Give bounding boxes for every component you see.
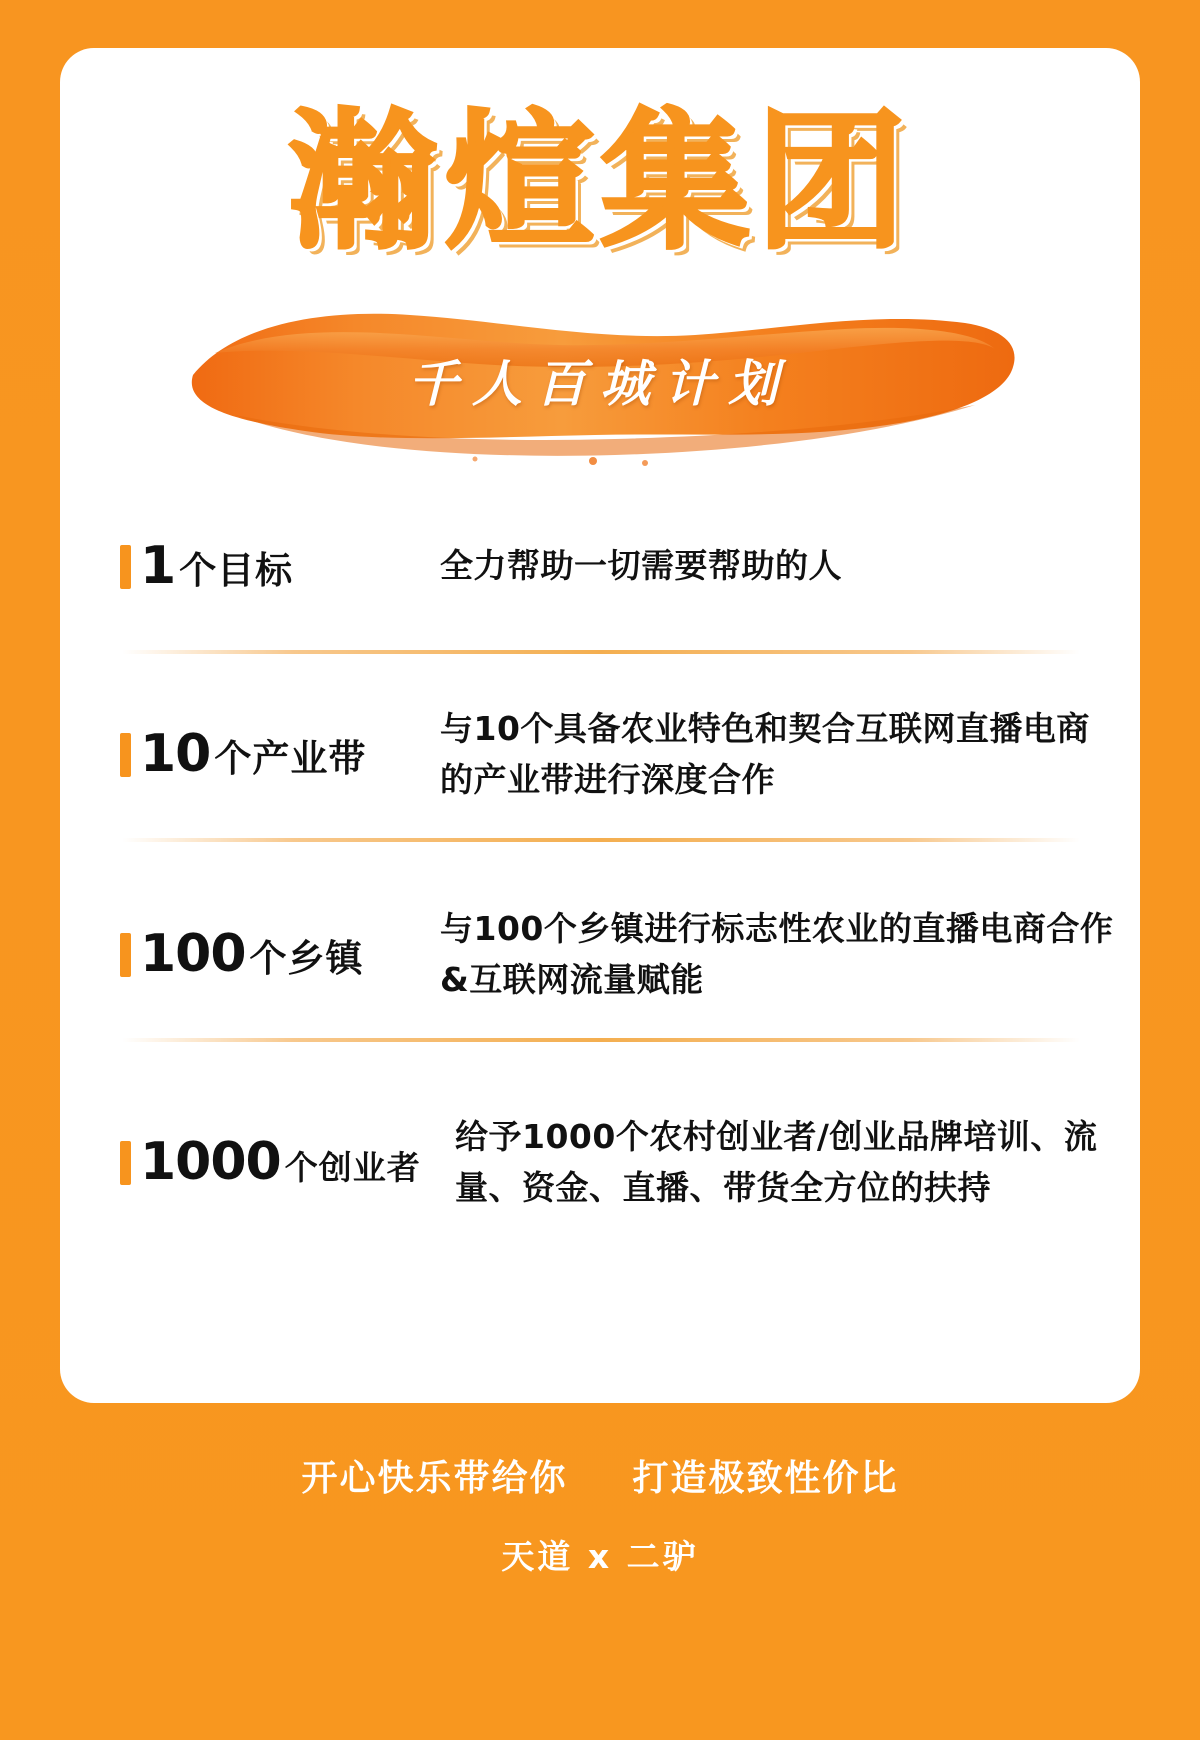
brand-title-area (60, 96, 1140, 270)
plan-row-label (120, 536, 440, 596)
content-card (60, 48, 1140, 1403)
footer-slogan-right: 打造极致性价比 (632, 1458, 899, 1499)
plan-row (60, 894, 1140, 1014)
plan-row (60, 506, 1140, 626)
footer (0, 1450, 1200, 1578)
accent-bar-icon (120, 733, 131, 777)
plan-row-description: 给予1000个农村创业者/创业品牌培训、流量、资金、直播、带货全方位的扶持 (455, 1116, 1098, 1207)
row-divider (122, 1038, 1080, 1042)
row-divider (122, 650, 1080, 654)
plan-row-number: 1 (140, 536, 176, 596)
accent-bar-icon (120, 1141, 131, 1185)
banner-title: 千人百城计划 (408, 354, 792, 413)
plan-row-number: 10 (140, 724, 211, 784)
plan-row-description: 与10个具备农业特色和契合互联网直播电商的产业带进行深度合作 (440, 708, 1090, 799)
page-title: 瀚煊集团 (287, 96, 912, 270)
plan-row-label (120, 1132, 455, 1192)
plan-row-label (120, 924, 440, 984)
plan-row-number: 100 (140, 924, 246, 984)
row-divider (122, 838, 1080, 842)
footer-slogan (0, 1450, 1200, 1501)
plan-row-unit: 个目标 (179, 549, 294, 592)
plan-row-unit: 个产业带 (214, 737, 367, 780)
plan-row-unit: 个创业者 (284, 1148, 421, 1187)
plan-row-label (120, 724, 440, 784)
accent-bar-icon (120, 545, 131, 589)
accent-bar-icon (120, 933, 131, 977)
plan-row-description: 全力帮助一切需要帮助的人 (440, 546, 842, 586)
plan-row-number: 1000 (140, 1132, 281, 1192)
footer-credit: 天道 x 二驴 (501, 1537, 699, 1576)
plan-row (60, 694, 1140, 814)
plan-row-description: 与100个乡镇进行标志性农业的直播电商合作&互联网流量赋能 (440, 908, 1114, 999)
plan-row-unit: 个乡镇 (249, 937, 364, 980)
plan-row (60, 1102, 1140, 1222)
footer-slogan-left: 开心快乐带给你 (301, 1458, 568, 1499)
plan-list (60, 488, 1140, 1222)
